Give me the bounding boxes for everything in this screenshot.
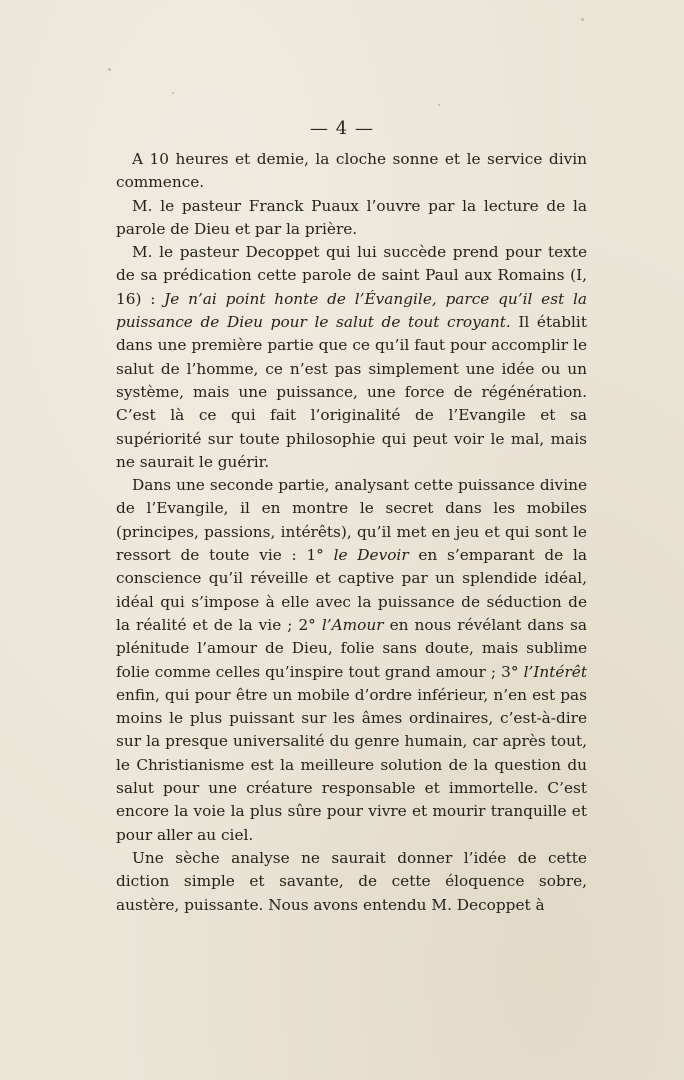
emphasis-amour: l’Amour [321,615,384,634]
paragraph-text: Dans une seconde partie, analysant cette puissance divine de l’Evangile, il en montre le secret dans les mobiles (principes, passions, intérêts), qu’il met en jeu et qui sont le ressort de toute vie : 1° [116,476,587,565]
paragraph: A 10 heures et demie, la cloche sonne et le service divin commence. [116,150,587,192]
paragraph [116,474,587,847]
paragraph-text: M. le pasteur Decoppet qui lui succède prend pour texte de sa prédication cette parole de saint Paul aux Romains (I, 16) : [116,243,587,308]
paragraph [116,241,587,474]
paragraph: M. le pasteur Franck Puaux l’ouvre par la lecture de la parole de Dieu et par la prière. [116,196,587,238]
paragraph: Une sèche analyse ne saurait donner l’idée de cette diction simple et savante, de cette éloquence sobre, austère, puissante. Nous avons entendu M. Decoppet à [116,848,587,914]
scripture-quote: Je n’ai point honte de l’Évangile, parce qu’il est la puissance de Dieu pour le salut de tout croyant. [116,289,588,332]
paragraph-text: Il établit dans une première partie que ce qu’il faut pour accomplir le salut de l’homme, ce n’est pas simplement une idée ou un système, mais une puissance, une force de régénération. C’est là ce qui fait l’originalité de l’Evangile et sa supériorité sur toute philosophie qui peut voir le mal, mais ne saurait le guérir. [116,313,587,471]
emphasis-devoir: le Devoir [333,546,409,565]
paragraph-text: en nous révélant dans sa plénitude l’amour de Dieu, folie sans doute, mais sublime folie comme celles qu’inspire tout grand amour ; 3° [116,615,587,681]
paragraph-text: en s’emparant de la conscience qu’il réveille et captive par un splendide idéal, idéal qui s’impose à elle avec la puissance de séduction de la réalité et de la vie ; 2° [116,546,587,634]
paragraph-text: enfin, qui pour être un mobile d’ordre inférieur, n’en est pas moins le plus puissant sur les âmes ordinaires, c’est-à-dire sur la presque universalité du genre humain, car après tout, le Christianisme est la meilleure solution de la question du salut pour une créature responsable et immortelle. C’est encore la voie la plus sûre pour vivre et mourir tranquille et pour aller au ciel. [116,685,587,844]
paper-speck [172,92,174,94]
paper-speck [108,68,111,71]
paper-speck [581,18,584,21]
page-number: — 4 — [310,118,374,139]
emphasis-interet: l’Intérêt [523,662,587,681]
paper-speck [438,104,440,106]
body-text [116,148,587,917]
